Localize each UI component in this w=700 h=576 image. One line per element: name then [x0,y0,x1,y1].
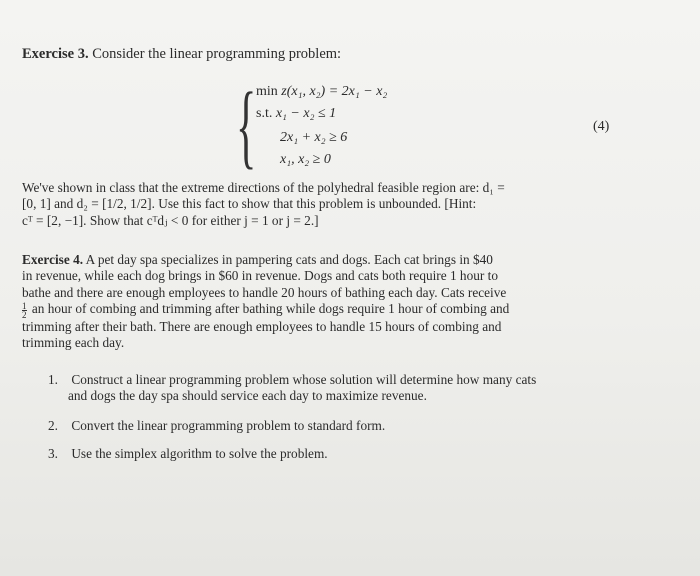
exercise-4-label: Exercise 4. [22,252,84,267]
list-item-number: 2. [48,418,58,433]
constraint-1-row [256,106,336,122]
brace-icon: { [236,74,257,178]
list-item [48,446,328,462]
exercise-4-line-4-text: an hour of combing and trimming after bathing while dogs require 1 hour of combing and [31,301,510,317]
exercise-3-heading [22,46,341,63]
exercise-3-body-line-3: cᵀ = [2, −1]. Show that cᵀdⱼ < 0 for either j = 1 or j = 2.] [22,212,319,228]
constraint-2: 2x₁ + x₂ ≥ 6 [280,130,348,145]
exercise-4-line-1-text: A pet day spa specializes in pampering cats and dogs. Each cat brings in $40 [85,252,493,267]
objective-prefix: min [256,84,278,99]
list-item-text-continued: and dogs the day spa should service each day to maximize revenue. [68,388,427,404]
constraint-1: x₁ − x₂ ≤ 1 [275,106,337,121]
exercise-4-line-1 [22,252,614,268]
exercise-4-line-6: trimming each day. [22,335,125,351]
exercise-4-line-2: in revenue, while each dog brings in $60 in revenue. Dogs and cats both require 1 hour to [22,268,498,284]
exercise-4-line-4 [22,301,614,318]
fraction-numerator: 1 [22,300,27,311]
list-item-number: 1. [48,372,58,387]
exercise-3-intro: Consider the linear programming problem: [92,46,342,62]
exercise-3-body [22,180,614,229]
list-item-text: Use the simplex algorithm to solve the problem. [71,446,328,461]
list-item-number: 3. [48,446,58,461]
exercise-4-line-3: bathe and there are enough employees to handle 20 hours of bathing each day. Cats receive [22,284,507,300]
exercise-3-body-line-2: [0, 1] and d₂ = [1/2, 1/2]. Use this fact to show that this problem is unbounded. [Hint: [22,196,477,212]
fraction-denominator: 2 [22,309,27,320]
constraint-3: x₁, x₂ ≥ 0 [280,152,331,167]
st-prefix: s.t. [256,106,273,121]
list-item [48,372,536,405]
objective-expression: z(x₁, x₂) = 2x₁ − x₂ [281,84,388,99]
list-item-text: Convert the linear programming problem to standard form. [71,418,386,433]
one-half-fraction [22,302,27,319]
equation-number: (4) [593,119,610,134]
objective-row [256,84,387,100]
lp-system [236,74,456,178]
exercise-3-body-line-1: We've shown in class that the extreme directions of the polyhedral feasible region are: d₁ = [22,180,505,195]
exercise-4-line-5: trimming after their bath. There are enough employees to handle 15 hours of combing and [22,318,502,334]
list-item [48,418,385,434]
exercise-3-label: Exercise 3. [22,46,89,62]
list-item-text: Construct a linear programming problem whose solution will determine how many cats [71,372,537,387]
exercise-4-body [22,252,614,351]
